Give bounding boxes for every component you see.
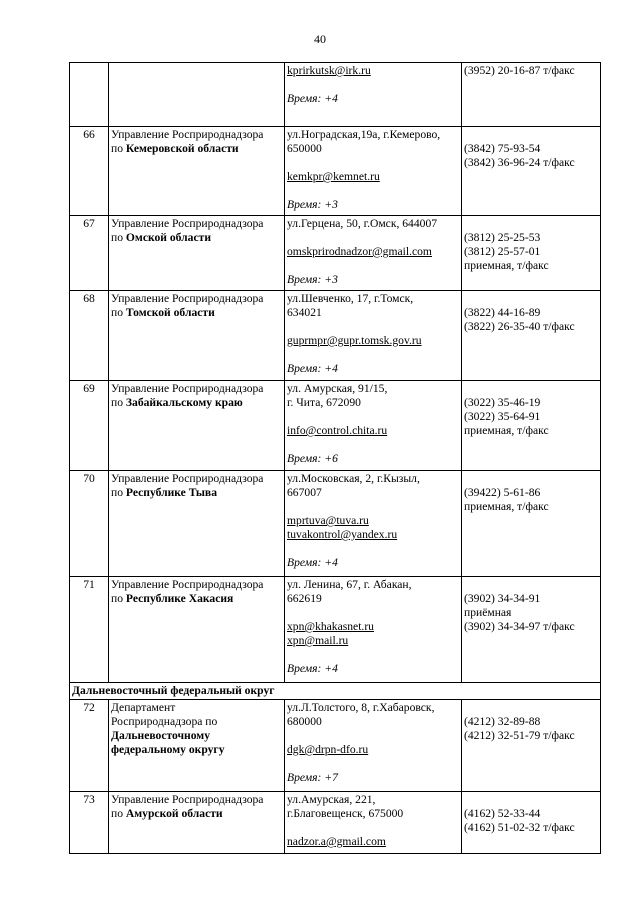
- organization-cell: [109, 381, 285, 471]
- organization-cell: [109, 700, 285, 792]
- email-link[interactable]: xpn@khakasnet.ru: [287, 620, 374, 633]
- organization-cell: [109, 63, 285, 127]
- address-cell: [285, 577, 462, 683]
- table-row: [70, 471, 601, 577]
- organization-name: Управление Росприроднадзора: [111, 578, 264, 591]
- phone-line: (4162) 52-33-44: [464, 807, 541, 820]
- organization-region: Кемеровской области: [125, 142, 239, 155]
- address-line: 680000: [287, 715, 322, 728]
- organization-name: Департамент: [111, 701, 176, 714]
- phone-cell: [462, 216, 601, 291]
- organization-cell: [109, 291, 285, 381]
- phone-cell: [462, 792, 601, 854]
- organization-prefix: по: [111, 807, 126, 820]
- row-number: 67: [70, 216, 109, 291]
- phone-cell: [462, 577, 601, 683]
- organization-region: Забайкальскому краю: [125, 396, 243, 409]
- organization-name: Управление Росприроднадзора: [111, 382, 264, 395]
- table-row: [70, 216, 601, 291]
- organization-prefix: по: [111, 592, 126, 605]
- organization-region: Дальневосточному: [111, 729, 210, 742]
- phone-line: (3822) 44-16-89: [464, 306, 541, 319]
- phone-cell: [462, 381, 601, 471]
- email-link[interactable]: mprtuva@tuva.ru: [287, 514, 369, 527]
- address-cell: [285, 792, 462, 854]
- address-line: ул.Л.Толстого, 8, г.Хабаровск,: [287, 701, 435, 714]
- organization-region: Республике Тыва: [125, 486, 217, 499]
- timezone-offset: Время: +3: [287, 273, 338, 286]
- table-row: [70, 792, 601, 854]
- contacts-table: [69, 62, 601, 854]
- row-number: [70, 63, 109, 127]
- address-cell: [285, 700, 462, 792]
- organization-region: Республике Хакасия: [125, 592, 234, 605]
- phone-line: (3902) 34-34-97 т/факс: [464, 620, 575, 633]
- phone-line: (39422) 5-61-86: [464, 486, 541, 499]
- organization-region: Томской области: [125, 306, 215, 319]
- address-cell: [285, 63, 462, 127]
- address-line: ул.Шевченко, 17, г.Томск,: [287, 292, 414, 305]
- row-number: 69: [70, 381, 109, 471]
- address-line: ул.Амурская, 221,: [287, 793, 376, 806]
- phone-line: (3812) 25-57-01: [464, 245, 541, 258]
- phone-line: приемная, т/факс: [464, 500, 549, 513]
- phone-line: (3842) 75-93-54: [464, 142, 541, 155]
- phone-line: (3022) 35-46-19: [464, 396, 541, 409]
- timezone-offset: Время: +4: [287, 662, 338, 675]
- organization-name: Управление Росприроднадзора: [111, 793, 264, 806]
- table-row: [70, 127, 601, 216]
- organization-region: федеральному округу: [111, 743, 225, 756]
- address-line: г.Благовещенск, 675000: [287, 807, 404, 820]
- phone-cell: [462, 471, 601, 577]
- email-link[interactable]: xpn@mail.ru: [287, 634, 349, 647]
- table-row: [70, 381, 601, 471]
- address-line: ул.Московская, 2, г.Кызыл,: [287, 472, 420, 485]
- table-row: [70, 291, 601, 381]
- address-line: ул. Ленина, 67, г. Абакан,: [287, 578, 412, 591]
- phone-line: (4212) 32-89-88: [464, 715, 541, 728]
- phone-line: (4212) 32-51-79 т/факс: [464, 729, 575, 742]
- organization-cell: [109, 471, 285, 577]
- organization-name: Управление Росприроднадзора: [111, 128, 264, 141]
- address-line: ул.Ноградская,19а, г.Кемерово,: [287, 128, 441, 141]
- email-link[interactable]: kprirkutsk@irk.ru: [287, 64, 371, 77]
- row-number: 70: [70, 471, 109, 577]
- row-number: 73: [70, 792, 109, 854]
- phone-line: приёмная: [464, 606, 512, 619]
- timezone-offset: Время: +7: [287, 771, 338, 784]
- organization-prefix: по: [111, 306, 126, 319]
- address-cell: [285, 127, 462, 216]
- address-line: ул. Амурская, 91/15,: [287, 382, 388, 395]
- phone-cell: [462, 63, 601, 127]
- phone-cell: [462, 127, 601, 216]
- phone-line: приемная, т/факс: [464, 424, 549, 437]
- organization-prefix: по: [111, 231, 126, 244]
- address-line: 667007: [287, 486, 322, 499]
- row-number: 66: [70, 127, 109, 216]
- row-number: 72: [70, 700, 109, 792]
- timezone-offset: Время: +3: [287, 198, 338, 211]
- address-cell: [285, 381, 462, 471]
- address-cell: [285, 471, 462, 577]
- page-number: 40: [314, 32, 326, 46]
- organization-name: Росприроднадзора по: [111, 715, 218, 728]
- organization-prefix: по: [111, 396, 126, 409]
- email-link[interactable]: kemkpr@kemnet.ru: [287, 170, 380, 183]
- organization-region: Амурской области: [125, 807, 223, 820]
- organization-region: Омской области: [125, 231, 211, 244]
- row-number: 68: [70, 291, 109, 381]
- row-number: 71: [70, 577, 109, 683]
- organization-prefix: по: [111, 142, 126, 155]
- phone-line: (3842) 36-96-24 т/факс: [464, 156, 575, 169]
- timezone-offset: Время: +4: [287, 92, 338, 105]
- phone-line: (3812) 25-25-53: [464, 231, 541, 244]
- table-row: [70, 700, 601, 792]
- address-line: 650000: [287, 142, 322, 155]
- timezone-offset: Время: +4: [287, 556, 338, 569]
- phone-line: (3902) 34-34-91: [464, 592, 541, 605]
- organization-cell: [109, 577, 285, 683]
- phone-line: (3952) 20-16-87 т/факс: [464, 64, 575, 77]
- address-line: 634021: [287, 306, 322, 319]
- email-link[interactable]: dgk@drpn-dfo.ru: [287, 743, 369, 756]
- email-link[interactable]: guprmpr@gupr.tomsk.gov.ru: [287, 334, 422, 347]
- address-cell: [285, 291, 462, 381]
- phone-cell: [462, 700, 601, 792]
- address-line: ул.Герцена, 50, г.Омск, 644007: [287, 217, 438, 230]
- timezone-offset: Время: +6: [287, 452, 338, 465]
- table-row: [70, 63, 601, 127]
- email-link[interactable]: omskprirodnadzor@gmail.com: [287, 245, 432, 258]
- address-line: 662619: [287, 592, 322, 605]
- email-link[interactable]: tuvakontrol@yandex.ru: [287, 528, 398, 541]
- section-header: Дальневосточный федеральный округ: [70, 683, 601, 700]
- organization-name: Управление Росприроднадзора: [111, 472, 264, 485]
- phone-line: приемная, т/факс: [464, 259, 549, 272]
- table-row: [70, 577, 601, 683]
- section-row: [70, 683, 601, 700]
- organization-cell: [109, 127, 285, 216]
- organization-name: Управление Росприроднадзора: [111, 217, 264, 230]
- organization-prefix: по: [111, 486, 126, 499]
- phone-line: (4162) 51-02-32 т/факс: [464, 821, 575, 834]
- phone-cell: [462, 291, 601, 381]
- email-link[interactable]: nadzor.a@gmail.com: [287, 835, 386, 848]
- email-link[interactable]: info@control.chita.ru: [287, 424, 388, 437]
- organization-name: Управление Росприроднадзора: [111, 292, 264, 305]
- phone-line: (3022) 35-64-91: [464, 410, 541, 423]
- address-cell: [285, 216, 462, 291]
- address-line: г. Чита, 672090: [287, 396, 361, 409]
- phone-line: (3822) 26-35-40 т/факс: [464, 320, 575, 333]
- timezone-offset: Время: +4: [287, 362, 338, 375]
- organization-cell: [109, 792, 285, 854]
- organization-cell: [109, 216, 285, 291]
